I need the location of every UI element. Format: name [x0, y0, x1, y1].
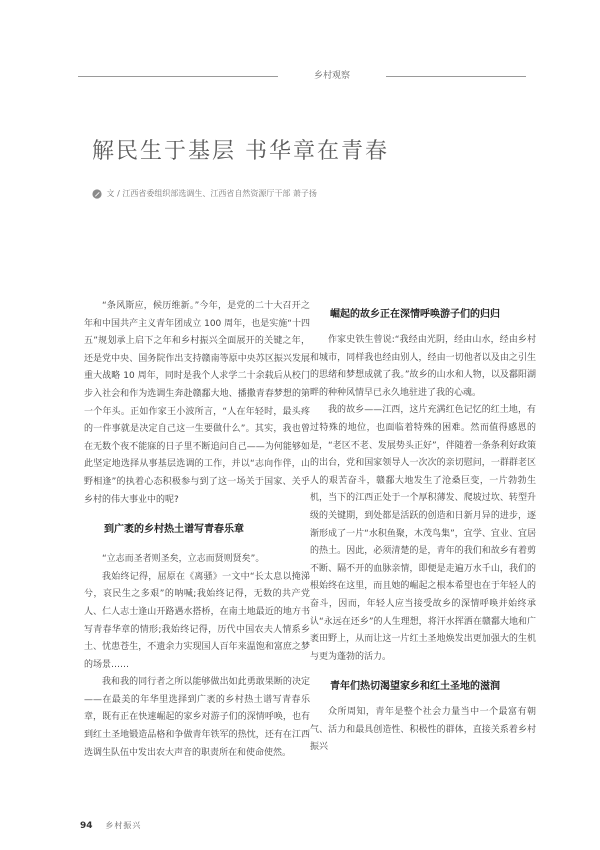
- body-paragraph: 作家史铁生曾说:“我经由光阴，经由山水，经由乡村和城市，同样我也经由别人，经由一切他者以及由之引生的思绪和梦想成就了我。”故乡的山水和人物，以及鄱阳湖畔的种种风情早已永久地驻进了我的心魂。: [310, 335, 536, 398]
- article-title: 解民生于基层 书华章在青春: [92, 139, 389, 164]
- body-paragraph: 我和我的同行者之所以能够做出如此勇敢果断的决定——在最美的年华里选择到广袤的乡村热土谱写青春乐章，既有正在快速崛起的家乡对游子们的深情呼唤，也有到红土圣地锻造品格和争做青年铁军的热忱，还有在江西选调生队伍中发出农大声音的职责所在和使命使然。: [84, 677, 310, 758]
- section-heading-3: 青年们热切渴望家乡和红土圣地的滋润: [330, 681, 500, 693]
- page-footer: [80, 819, 141, 833]
- right-column: [310, 298, 536, 757]
- quote-paragraph: “立志而圣者则圣矣，立志而贤则贤矣”。: [102, 554, 265, 565]
- header-rule-left: [78, 76, 278, 77]
- magazine-name: 乡村振兴: [105, 821, 142, 830]
- section-label: 乡村观察: [313, 71, 350, 81]
- intro-paragraph: “条风斯应，候历维新。”今年，是党的二十大召开之年和中国共产主义青年团成立 100 周年，也是实施“十四五”规划承上启下之年和乡村振兴全面展开的关键之年，还是党中央、国务院作出支持赣南等原中央苏区振兴发展重大战略 10 周年，同时是我个人求学二十余载后从校门步入社会和作为选调生奔赴赣鄱大地、播撒青春梦想的第一个年头。正如作家王小波所言，“人在年轻时，最头疼的一件事就是决定自己这一生要做什么”。其实，我也曾在无数个夜不能寐的日子里不断追问自己——为何能够如此坚定地选择从事基层选调的工作，并以“志向作伴，山野相逢”的执着心态积极参与到了这一场关于国家、关乎乡村的伟大事业中的呢?: [84, 301, 310, 505]
- pen-icon: [92, 189, 102, 199]
- body-paragraph: 我始终记得，屈原在《离骚》一文中“长太息以掩涕兮，哀民生之多艰”的呐喊;我始终记得，无数的共产党人、仁人志士逢山开路遇水搭桥，在南土地最近的地方书写青春华章的情形;我始终记得，历代中国农夫人情系乡土、忧患苍生，不遗余力实现国人百年来温饱和富庶之梦的场景……: [84, 571, 310, 670]
- body-paragraph: 我的故乡——江西，这片充满红色记忆的红土地，有过特殊的地位，也面临着特殊的困难。然而值得感恩的是，“老区不老、发展势头正好”，伴随着一条条利好政策的出台，党和国家领导人一次次的亲切慰问，一群群老区人的艰苦奋斗，赣鄱大地发生了沧桑巨变，一片勃勃生机，当下的江西正处于一个厚积薄发、爬坡过坎、转型升级的关键期，到处都是活跃的创造和日新月异的进步，逐渐形成了一片“水积鱼聚，木茂鸟集”，宜学、宜业、宜居的热土。因此，必须清楚的是，青年的我们和故乡有着剪不断、隔不开的血脉亲情，即便是走遍万水千山，我们的根始终在这里，而且她的崛起之根本希望也在于年轻人的奋斗，因而，年轻人应当接受故乡的深情呼唤并始终承认“永远在还乡”的人生理想，将汗水挥洒在赣鄱大地和广袤田野上，从而让这一片红土圣地焕发出更加强大的生机与更为蓬勃的活力。: [310, 405, 536, 662]
- byline-text: 文 / 江西省委组织部选调生、江西省自然资源厅干部 萧子扬: [106, 189, 317, 198]
- page-number: 94: [80, 821, 93, 831]
- section-heading-1: 到广袤的乡村热土谱写青春乐章: [104, 524, 244, 536]
- left-column: [84, 298, 310, 762]
- byline: [92, 186, 492, 202]
- header-rule-right: [386, 76, 526, 77]
- body-paragraph: 众所周知，青年是整个社会力量当中一个最富有朝气、活力和最具创造性、积极性的群体，直接关系着乡村振兴: [310, 707, 536, 753]
- section-heading-2: 崛起的故乡正在深情呼唤游子们的归归: [330, 309, 500, 320]
